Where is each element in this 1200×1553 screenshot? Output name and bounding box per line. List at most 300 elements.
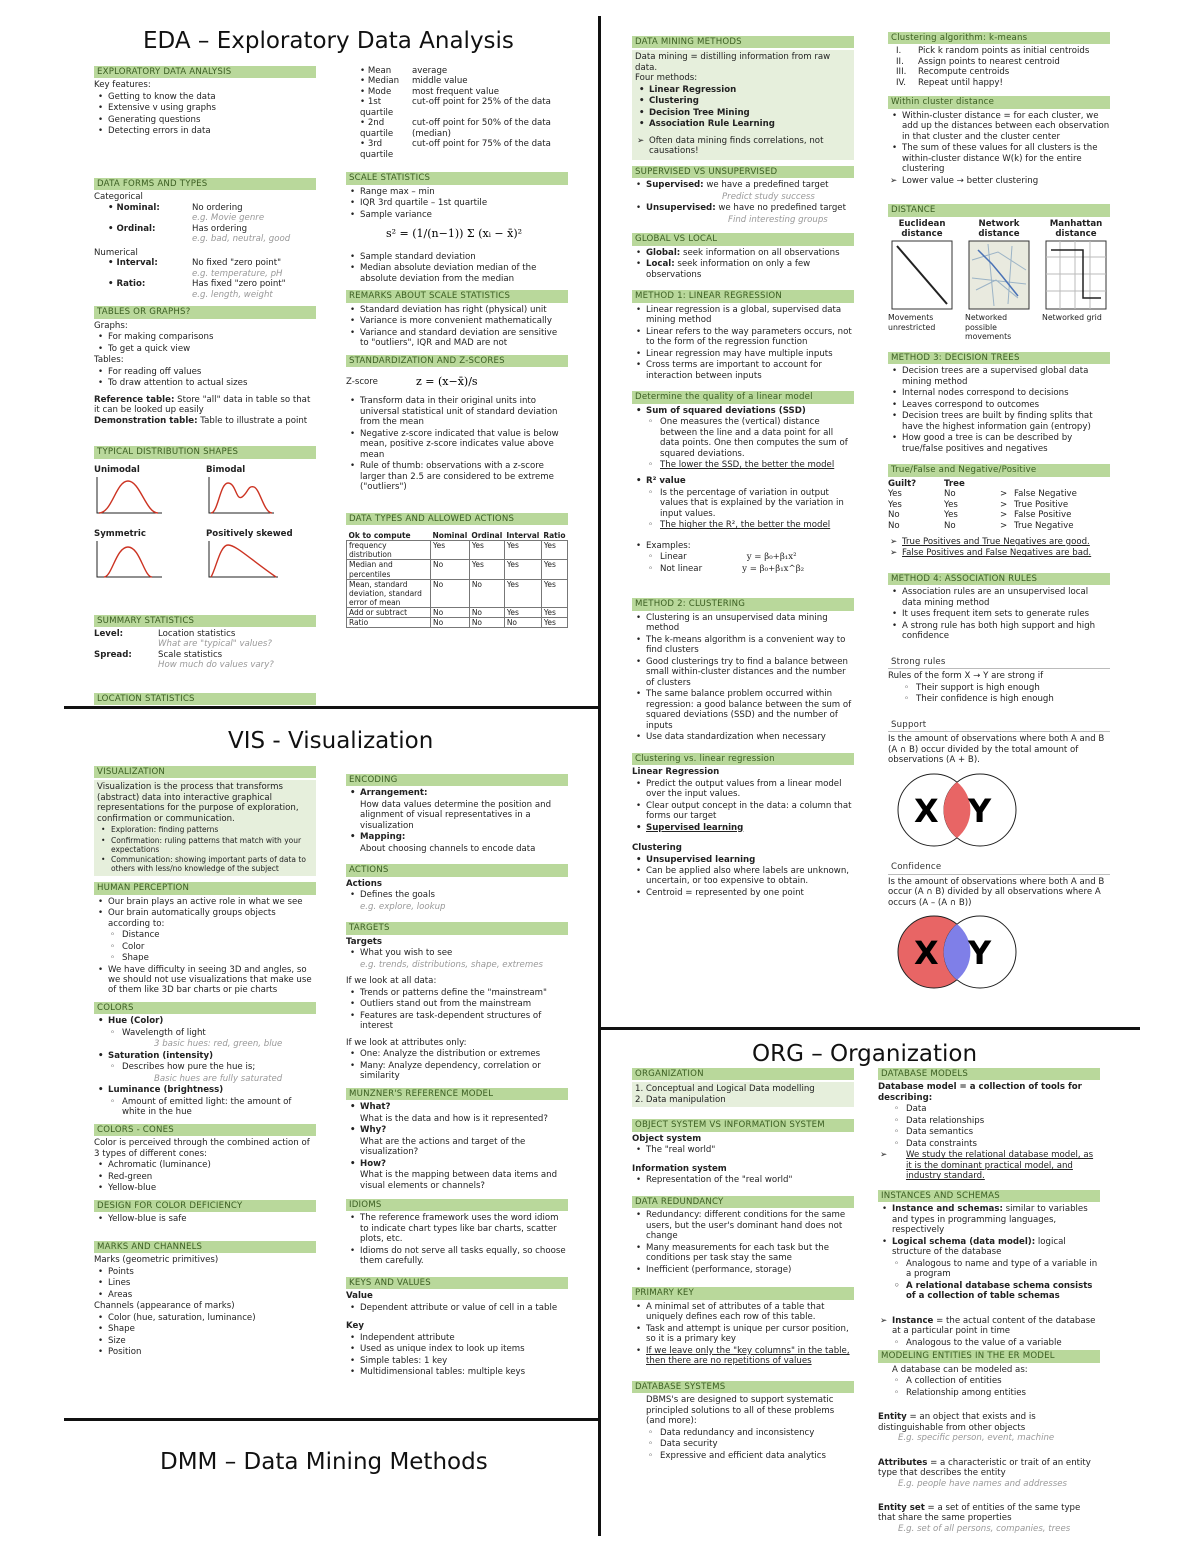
section-header: SUMMARY STATISTICS: [94, 615, 316, 627]
text: Location statistics: [158, 628, 236, 639]
list-item: • Clustering is an unsupervised data mining method: [632, 613, 854, 634]
text: e.g. trends, distributions, shape, extremes: [360, 959, 543, 970]
list-item: ◦ The higher the R², the better the model: [632, 520, 854, 530]
section-header: METHOD 2: CLUSTERING: [632, 598, 854, 610]
list-item: ◦ Describes how pure the hue is;: [94, 1062, 316, 1072]
list-item: ◦ Their confidence is high enough: [888, 694, 1110, 704]
text: Predict study success: [722, 191, 815, 202]
table-cell: No: [431, 608, 470, 618]
list-item: ➢ True Positives and True Negatives are good.: [888, 537, 1110, 547]
table-cell: Median and percentiles: [347, 560, 431, 579]
kmeans-step: [888, 46, 1110, 56]
org-col2: [878, 1068, 1100, 1534]
stat-term: • Mode: [360, 86, 392, 97]
section-header: DATA FORMS AND TYPES: [94, 178, 316, 190]
list-item: • Unsupervised: we have no predefined target: [632, 203, 854, 213]
list-item: • The reference framework uses the word idiom to indicate chart types like bar charts, scatter plots, etc.: [346, 1213, 568, 1244]
list-item: • Many measurements for each task but the conditions per task stay the same: [632, 1243, 854, 1264]
text: E.g. specific person, event, machine: [898, 1433, 1055, 1444]
text: Value: [346, 1291, 373, 1302]
list-item: • Red-green: [94, 1172, 316, 1182]
venn-x-label: X: [914, 791, 939, 830]
section-header: Confidence: [888, 861, 1110, 874]
stat-term: • Median: [360, 76, 400, 87]
section-header: DATA REDUNDANCY: [632, 1196, 854, 1208]
list-item: • The "real world": [632, 1145, 854, 1155]
section-header: COLORS - CONES: [94, 1124, 316, 1136]
text: Entity = an object that exists and is distinguishable from other objects: [878, 1412, 1036, 1433]
arrow-icon: >: [1000, 499, 1008, 510]
text: No ordering: [192, 202, 243, 213]
stat-definition: cut-off point for 75% of the data: [412, 139, 551, 150]
stat-term: • 2nd quartile: [360, 118, 394, 139]
vis-col1: [94, 760, 316, 1359]
list-item: • The k-means algorithm is a convenient way to find clusters: [632, 635, 854, 656]
list-item: • Multidimensional tables: multiple keys: [346, 1367, 568, 1377]
list-item: • Independent attribute: [346, 1333, 568, 1343]
list-item: • Saturation (intensity): [94, 1051, 316, 1061]
stat-term: • 1st quartile: [360, 97, 394, 118]
section-header: DATA MINING METHODS: [632, 36, 854, 48]
list-item: • Features are task-dependent structures of interest: [346, 1011, 568, 1032]
step-text: Repeat until happy!: [918, 77, 1003, 88]
list-item: • Size: [94, 1336, 316, 1346]
list-item: • Generating questions: [94, 115, 316, 125]
step-text: Assign points to nearest centroid: [918, 56, 1060, 67]
text: 3 basic hues: red, green, blue: [154, 1039, 283, 1050]
text: e.g. explore, lookup: [360, 901, 446, 912]
venn-x-label: X: [914, 934, 939, 973]
table-cell: No: [469, 579, 504, 607]
section-header: EXPLORATORY DATA ANALYSIS: [94, 66, 316, 78]
section-header: Clustering vs. linear regression: [632, 753, 854, 765]
list-item: • Hue (Color): [94, 1016, 316, 1026]
section-header: DATABASE SYSTEMS: [632, 1381, 854, 1393]
stat-definition: most frequent value: [412, 86, 500, 97]
list-item: • Sum of squared deviations (SSD): [632, 406, 854, 416]
list-item: • Linear refers to the way parameters occurs, not to the form of the regression function: [632, 327, 854, 348]
section-header: Within cluster distance: [888, 96, 1110, 108]
list-item: • For making comparisons: [94, 332, 316, 342]
label: • Interval:: [108, 258, 158, 269]
unimodal-curve: [94, 475, 164, 517]
text: Reference table: Store "all" data in table so that it can be looked up easily: [94, 394, 311, 416]
text: If we look at attributes only:: [346, 1037, 467, 1048]
list-item: ➢ We study the relational database model, as it is the dominant practical model, and industry standard.: [878, 1150, 1100, 1181]
table-cell: No: [431, 579, 470, 607]
venn-y-label: Y: [968, 934, 992, 973]
list-item: • Defines the goals: [346, 890, 568, 900]
table-cell: Yes: [504, 541, 541, 560]
text: 1. Conceptual and Logical Data modelling: [635, 1084, 815, 1095]
label: • Ratio:: [108, 279, 146, 290]
section-header: DATABASE MODELS: [878, 1068, 1100, 1080]
table-row: [347, 579, 568, 607]
stat-definition: cut-off point for 25% of the data: [412, 97, 551, 108]
text: DBMS's are designed to support systematic principled solutions to all of these problems (and more):: [646, 1395, 835, 1427]
kmeans-step: [888, 67, 1110, 77]
list-item: • Linear regression may have multiple inputs: [632, 349, 854, 359]
shape-label: Bimodal: [206, 464, 246, 475]
stat-row: [346, 76, 568, 86]
list-item: ◦ Color: [94, 942, 316, 952]
text: Information system: [632, 1163, 727, 1174]
list-item: • Achromatic (luminance): [94, 1160, 316, 1170]
list-item: • Redundancy: different conditions for the same users, but the user's dominant hand does not change: [632, 1210, 854, 1241]
list-item: • Cross terms are important to account for interaction between inputs: [632, 360, 854, 381]
highlight-box: [632, 1082, 854, 1107]
step-number: III.: [896, 67, 907, 78]
eda-title: EDA – Exploratory Data Analysis: [143, 28, 514, 54]
list-item: • Variance is more convenient mathematically: [346, 316, 568, 326]
list-item: • Confirmation: ruling patterns that match with your expectations: [97, 836, 313, 854]
stat-term: • Mean: [360, 66, 392, 76]
list-item: • The same balance problem occurred within regression: a good balance between the sum of squared deviations (SSD) and the number of inputs: [632, 689, 854, 731]
svg-text:s² = (1/(n−1)) Σ (xᵢ − x̄)²: s² = (1/(n−1)) Σ (xᵢ − x̄)²: [386, 227, 523, 241]
table-cell: No: [504, 618, 541, 628]
eda-col1: [94, 60, 316, 707]
list-item: • Within-cluster distance = for each cluster, we add up the distances between each observation in that cluster and the cluster center: [888, 111, 1110, 142]
text: About choosing channels to encode data: [360, 843, 536, 854]
list-item: • To get a quick view: [94, 344, 316, 354]
list-item: • Logical schema (data model): logical structure of the database: [878, 1237, 1100, 1258]
text: 2. Data manipulation: [635, 1094, 726, 1105]
tf-cell: Yes: [944, 499, 958, 510]
label: Level:: [94, 628, 124, 639]
step-text: Recompute centroids: [918, 67, 1010, 78]
text: What is the data and how is it represented?: [360, 1113, 548, 1124]
list-item: • The sum of these values for all clusters is the within-cluster distance W(k) for the entire clustering: [888, 143, 1110, 174]
list-item: ◦ Linear y = β₀+β₁x²: [632, 552, 854, 562]
table-cell: No: [431, 618, 470, 628]
text: Has ordering: [192, 223, 248, 234]
list-item: ◦ Analogous to name and type of a variable in a program: [878, 1259, 1100, 1280]
kmeans-step: [888, 78, 1110, 88]
tf-cell: True Positive: [1014, 499, 1069, 510]
table-cell: No: [469, 608, 504, 618]
table-cell: No: [431, 560, 470, 579]
step-text: Pick k random points as initial centroids: [918, 46, 1090, 57]
section-header: DATA TYPES AND ALLOWED ACTIONS: [346, 513, 568, 525]
list-item: • Inefficient (performance, storage): [632, 1265, 854, 1275]
list-item: • Transform data in their original units into universal statistical unit of standard deviation from the mean: [346, 396, 568, 427]
text: Has fixed "zero point": [192, 279, 286, 290]
section-header: STANDARDIZATION AND Z-SCORES: [346, 355, 568, 367]
table-cell: Add or subtract: [347, 608, 431, 618]
list-item: • R² value: [632, 476, 854, 486]
table-cell: Mean, standard deviation, standard error of mean: [347, 579, 431, 607]
network-distance-image: [968, 240, 1030, 310]
list-item: • Dependent attribute or value of cell in a table: [346, 1303, 568, 1313]
text: Movements unrestricted: [888, 313, 936, 332]
symmetric-curve: [94, 539, 164, 581]
table-row: [347, 618, 568, 628]
tf-cell: Yes: [888, 499, 902, 510]
list-item: ◦ Data security: [632, 1439, 854, 1449]
table-row: [347, 560, 568, 579]
stat-row: [346, 118, 568, 139]
tf-cell: No: [944, 520, 956, 531]
section-header: TARGETS: [346, 922, 568, 934]
text: Key features:: [94, 80, 151, 91]
list-item: ◦ Data redundancy and inconsistency: [632, 1428, 854, 1438]
text: e.g. Movie genre: [192, 213, 265, 224]
list-item: • Representation of the "real world": [632, 1175, 854, 1185]
list-item: • One: Analyze the distribution or extremes: [346, 1049, 568, 1059]
tf-row: [888, 521, 1110, 531]
text: Data mining = distilling information from raw data.: [635, 52, 831, 73]
table-cell: Yes: [469, 560, 504, 579]
list-item: • We have difficulty in seeing 3D and angles, so we should not use visualizations that make use of them like 3D bar charts or pie charts: [94, 965, 316, 996]
text: e.g. length, weight: [192, 289, 273, 300]
list-item: • Instance and schemas: similar to variables and types in programming languages, respectively: [878, 1204, 1100, 1235]
list-item: • Shape: [94, 1324, 316, 1334]
list-item: • To draw attention to actual sizes: [94, 378, 316, 388]
text: Scale statistics: [158, 649, 223, 660]
text: What are the actions and target of the visualization?: [360, 1136, 526, 1158]
table-cell: No: [469, 618, 504, 628]
text: What is the mapping between data items and visual elements or channels?: [360, 1170, 558, 1191]
section-header: METHOD 4: ASSOCIATION RULES: [888, 573, 1110, 585]
table-cell: Yes: [504, 579, 541, 607]
dmm-col2: [888, 32, 1110, 996]
list-item: • Communication: showing important parts of data to others with less/no knowledge of the subject: [97, 855, 313, 873]
text: What are "typical" values?: [158, 639, 272, 650]
section-header: LOCATION STATISTICS: [94, 693, 316, 705]
stat-term: • 3rd quartile: [360, 139, 394, 160]
arrow-icon: >: [1000, 520, 1008, 531]
section-header: METHOD 3: DECISION TREES: [888, 352, 1110, 364]
confidence-venn-diagram: [888, 912, 1028, 992]
section-header: GLOBAL VS LOCAL: [632, 233, 854, 245]
tf-row: [888, 489, 1110, 499]
table-cell: Yes: [504, 560, 541, 579]
text: Rules of the form X → Y are strong if: [888, 671, 1044, 682]
section-header: MODELING ENTITIES IN THE ER MODEL: [878, 1350, 1100, 1362]
list-item: • Points: [94, 1267, 316, 1277]
list-item: • Unsupervised learning: [632, 855, 854, 865]
list-item: • Use data standardization when necessary: [632, 732, 854, 742]
list-item: • Task and attempt is unique per cursor position, so it is a primary key: [632, 1324, 854, 1345]
list-item: • Mapping:: [346, 832, 568, 842]
list-item: • Supervised: we have a predefined target: [632, 180, 854, 190]
list-item: ➢ Lower value → better clustering: [888, 176, 1110, 186]
allowed-actions-table: Ok to compute Nominal Ordinal Interval Ratio frequency distribution Yes Yes Yes Yes Median and percentiles No Yes Yes Yes Mean, standard deviation, standard error of mean No No Yes Yes Add or subtract No No Yes Yes Ratio No No No Yes: [348, 530, 566, 628]
table-row: [347, 608, 568, 618]
section-header: IDIOMS: [346, 1199, 568, 1211]
list-item: • Yellow-blue: [94, 1183, 316, 1193]
section-header: DESIGN FOR COLOR DEFICIENCY: [94, 1200, 316, 1212]
list-item: ◦ Data constraints: [878, 1139, 1100, 1149]
list-item: ◦ Is the percentage of variation in output values that is explained by the variation in input values.: [632, 488, 854, 519]
venn-y-label: Y: [968, 791, 992, 830]
divider-dmm-org: [600, 1027, 1140, 1030]
bimodal-curve: [206, 475, 276, 517]
stat-definition: average: [412, 66, 448, 76]
section-header: METHOD 1: LINEAR REGRESSION: [632, 290, 854, 302]
list-item: • Idioms do not serve all tasks equally, so choose them carefully.: [346, 1246, 568, 1267]
distance-label: Euclidean distance: [898, 218, 946, 240]
section-header: ENCODING: [346, 774, 568, 786]
list-item: • Decision trees are built by finding splits that have the highest information gain (entropy): [888, 411, 1110, 432]
shape-label: Positively skewed: [206, 528, 293, 539]
text: Four methods:: [635, 73, 698, 84]
list-item: ◦ Relationship among entities: [878, 1388, 1100, 1398]
list-item: • Arrangement:: [346, 788, 568, 798]
text: A database can be modeled as:: [892, 1364, 1028, 1375]
list-item: • IQR 3rd quartile – 1st quartile: [346, 198, 568, 208]
section-header: OBJECT SYSTEM VS INFORMATION SYSTEM: [632, 1119, 854, 1131]
stat-row: [346, 66, 568, 76]
list-item: • For reading off values: [94, 367, 316, 377]
list-item: ◦ Analogous to the value of a variable: [878, 1338, 1100, 1348]
text: Attributes = a characteristic or trait of an entity type that describes the entity: [878, 1457, 1091, 1479]
table-row: [347, 541, 568, 560]
euclidean-distance-image: [891, 240, 953, 310]
divider-vertical: [598, 16, 601, 1536]
text: Categorical: [94, 192, 143, 203]
label: • Nominal:: [108, 202, 160, 213]
text: Tables:: [94, 355, 124, 366]
list-item: • Getting to know the data: [94, 92, 316, 102]
table-cell: Yes: [541, 579, 567, 607]
highlight-box: [632, 50, 854, 159]
step-number: II.: [896, 56, 904, 67]
text: Find interesting groups: [728, 214, 828, 225]
text: Clustering: [632, 843, 682, 854]
list-item: • Exploration: finding patterns: [97, 825, 313, 834]
list-item: • Trends or patterns define the "mainstream": [346, 988, 568, 998]
text: Z-score: [346, 376, 378, 387]
list-item: • If we leave only the "key columns" in the table, then there are no repetitions of values: [632, 1346, 854, 1367]
tf-row: [888, 500, 1110, 510]
section-header: True/False and Negative/Positive: [888, 464, 1110, 476]
vis-title: VIS - Visualization: [228, 728, 434, 754]
tf-cell: Yes: [944, 510, 958, 521]
section-header: PRIMARY KEY: [632, 1287, 854, 1299]
list-item: • Simple tables: 1 key: [346, 1356, 568, 1366]
list-item: • Clear output concept in the data: a column that forms our target: [632, 801, 854, 822]
section-header: COLORS: [94, 1002, 316, 1014]
list-item: ➢ Instance = the actual content of the database at a particular point in time: [878, 1316, 1100, 1337]
text: Visualization is the process that transforms (abstract) data into interactive graphical representations for the purpose of exploration, confirmation or communication.: [97, 782, 299, 824]
list-item: • Linear Regression: [635, 85, 851, 95]
list-item: • Outliers stand out from the mainstream: [346, 999, 568, 1009]
section-header: MUNZNER'S REFERENCE MODEL: [346, 1088, 568, 1100]
text: Networked possible movements: [965, 313, 1012, 342]
list-item: • Sample standard deviation: [346, 252, 568, 262]
list-item: ➢ False Positives and False Negatives are bad.: [888, 548, 1110, 558]
list-item: • Our brain plays an active role in what we see: [94, 897, 316, 907]
table-cell: Yes: [469, 541, 504, 560]
list-item: • Luminance (brightness): [94, 1085, 316, 1095]
list-item: • How good a tree is can be described by true/false positives and negatives: [888, 433, 1110, 454]
table-cell: Yes: [541, 541, 567, 560]
highlight-box: [94, 780, 316, 876]
section-header: ORGANIZATION: [632, 1068, 854, 1080]
list-item: ◦ Data relationships: [878, 1116, 1100, 1126]
list-item: • Predict the output values from a linear model over the input values.: [632, 779, 854, 800]
list-item: • Can be applied also where labels are unknown, uncertain, or too expensive to obtain.: [632, 866, 854, 887]
list-item: • Extensive v using graphs: [94, 103, 316, 113]
list-item: • A minimal set of attributes of a table that uniquely defines each row of this table.: [632, 1302, 854, 1323]
stat-row: [346, 139, 568, 160]
list-item: • Local: seek information on only a few observations: [632, 259, 854, 280]
distance-label: Network distance: [978, 218, 1020, 240]
text: Actions: [346, 878, 382, 889]
table-cell: Yes: [541, 608, 567, 618]
section-header: MARKS AND CHANNELS: [94, 1241, 316, 1253]
list-item: • What you wish to see: [346, 948, 568, 958]
eda-col2: [346, 66, 568, 628]
list-item: • Why?: [346, 1125, 568, 1135]
text: Basic hues are fully saturated: [154, 1073, 283, 1084]
list-item: ◦ One measures the (vertical) distance between the line and a data point for all data points. One then computes the sum of squared deviations.: [632, 417, 854, 459]
list-item: • Variance and standard deviation are sensitive to "outliers", IQR and MAD are not: [346, 328, 568, 349]
distance-label: Manhattan distance: [1049, 218, 1103, 240]
text: e.g. temperature, pH: [192, 268, 283, 279]
list-item: ◦ Amount of emitted light: the amount of white in the hue: [94, 1097, 316, 1118]
text: Entity set = a set of entities of the same type that share the same properties: [878, 1502, 1081, 1524]
divider-vis-dmm: [64, 1418, 600, 1421]
text: Graphs:: [94, 320, 128, 331]
section-header: DISTANCE: [888, 204, 1110, 216]
table-cell: frequency distribution: [347, 541, 431, 560]
dmm-title: DMM – Data Mining Methods: [160, 1449, 488, 1475]
table-cell: Yes: [504, 608, 541, 618]
list-item: ◦ A relational database schema consists of a collection of table schemas: [878, 1281, 1100, 1302]
text: Marks (geometric primitives): [94, 1255, 219, 1266]
list-item: ◦ Distance: [94, 930, 316, 940]
section-header: INSTANCES AND SCHEMAS: [878, 1190, 1100, 1202]
section-header: Support: [888, 719, 1110, 732]
list-item: • Color (hue, saturation, luminance): [94, 1313, 316, 1323]
text: Targets: [346, 936, 382, 947]
section-header: SCALE STATISTICS: [346, 172, 568, 184]
arrow-icon: >: [1000, 510, 1008, 521]
list-item: ◦ Not linear y = β₀+β₁x^β₂: [632, 564, 854, 574]
list-item: • How?: [346, 1159, 568, 1169]
tf-cell: False Positive: [1014, 510, 1072, 521]
tf-cell: No: [944, 489, 956, 500]
org-title: ORG – Organization: [752, 1041, 978, 1067]
list-item: • Examples:: [632, 541, 854, 551]
text: E.g. people have names and addresses: [898, 1478, 1067, 1489]
text: If we look at all data:: [346, 976, 437, 987]
list-item: • A strong rule has both high support and high confidence: [888, 621, 1110, 642]
vis-col2: [346, 768, 568, 1379]
list-item: ◦ Data: [878, 1104, 1100, 1114]
list-item: • Areas: [94, 1290, 316, 1300]
text: Color is perceived through the combined action of 3 types of different cones:: [94, 1138, 310, 1159]
dmm-col1: [632, 30, 854, 899]
table-cell: Yes: [541, 560, 567, 579]
text: Database model = a collection of tools for describing:: [878, 1082, 1082, 1103]
list-item: ◦ Data semantics: [878, 1127, 1100, 1137]
tf-cell: No: [888, 510, 900, 521]
list-item: • Supervised learning: [632, 823, 854, 833]
list-item: ◦ A collection of entities: [878, 1376, 1100, 1386]
text: Channels (appearance of marks): [94, 1301, 235, 1312]
tf-cell: Yes: [888, 489, 902, 500]
list-item: • Lines: [94, 1278, 316, 1288]
tf-cell: No: [888, 520, 900, 531]
shape-label: Symmetric: [94, 528, 146, 539]
tf-row: [888, 510, 1110, 520]
list-item: ◦ Wavelength of light: [94, 1028, 316, 1038]
section-header: ACTIONS: [346, 864, 568, 876]
text: How data values determine the position and alignment of visual representatives in a visualization: [360, 799, 552, 831]
